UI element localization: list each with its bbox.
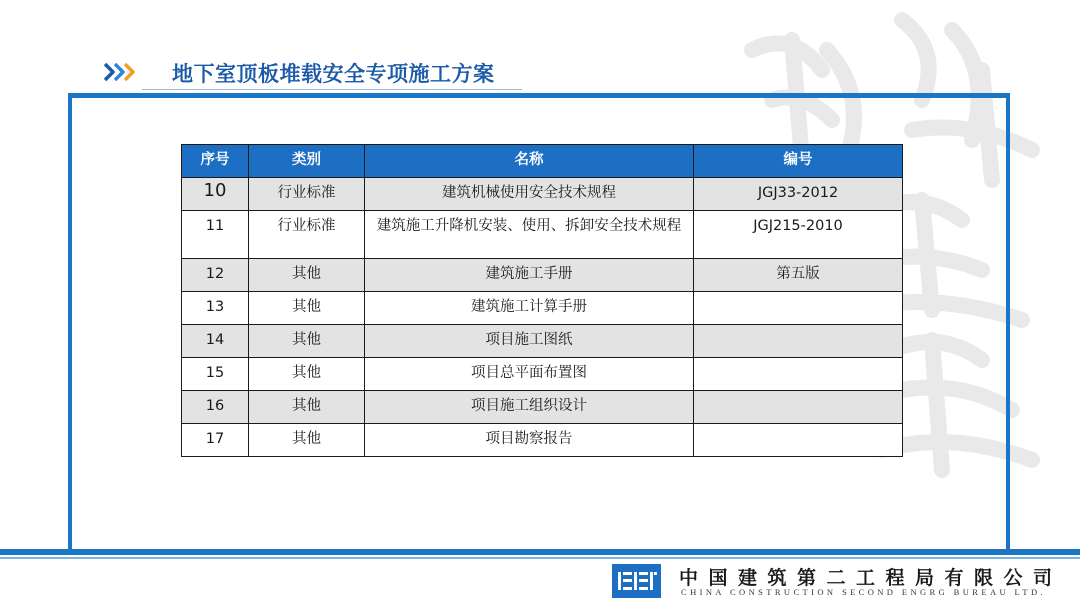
cell-category: 其他: [249, 259, 365, 292]
cscec-logo: [612, 564, 661, 598]
cell-name: 建筑施工手册: [365, 259, 694, 292]
cell-category: 其他: [249, 391, 365, 424]
cell-no: 10: [182, 178, 249, 211]
cell-name: 项目施工组织设计: [365, 391, 694, 424]
table-row: [182, 358, 903, 391]
cell-name: 建筑施工计算手册: [365, 292, 694, 325]
cell-code: [694, 292, 903, 325]
triple-chevron-right-icon: [103, 60, 139, 84]
cell-category: 其他: [249, 292, 365, 325]
cell-no: 11: [182, 211, 249, 259]
cell-no: 14: [182, 325, 249, 358]
cell-category: 其他: [249, 424, 365, 457]
footer-band: [0, 549, 1080, 555]
table-row: [182, 178, 903, 211]
table-row: [182, 259, 903, 292]
cell-no: 12: [182, 259, 249, 292]
cell-no: 16: [182, 391, 249, 424]
table-header-row: [182, 145, 903, 178]
cell-name: 项目施工图纸: [365, 325, 694, 358]
cell-code: [694, 391, 903, 424]
column-header-name: 名称: [365, 145, 694, 178]
cell-code: JGJ215-2010: [694, 211, 903, 259]
cell-name: 项目总平面布置图: [365, 358, 694, 391]
standards-table: [181, 144, 903, 457]
page-title: 地下室顶板堆载安全专项施工方案: [172, 62, 495, 86]
cell-code: [694, 325, 903, 358]
cell-name: 建筑机械使用安全技术规程: [365, 178, 694, 211]
table-row: [182, 424, 903, 457]
cell-code: [694, 358, 903, 391]
cell-name: 建筑施工升降机安装、使用、拆卸安全技术规程: [365, 211, 694, 259]
table-row: [182, 325, 903, 358]
cell-name: 项目勘察报告: [365, 424, 694, 457]
cell-code: [694, 424, 903, 457]
table-row: [182, 292, 903, 325]
column-header-no: 序号: [182, 145, 249, 178]
company-name-en: CHINA CONSTRUCTION SECOND ENGRG BUREAU LTD.: [681, 587, 1047, 597]
footer-band-thin: [0, 557, 1080, 559]
cell-category: 其他: [249, 358, 365, 391]
cell-category: 行业标准: [249, 211, 365, 259]
table-row: [182, 211, 903, 259]
cell-no: 17: [182, 424, 249, 457]
table-row: [182, 391, 903, 424]
cell-code: 第五版: [694, 259, 903, 292]
column-header-code: 编号: [694, 145, 903, 178]
cell-code: JGJ33-2012: [694, 178, 903, 211]
cell-no: 15: [182, 358, 249, 391]
cell-category: 其他: [249, 325, 365, 358]
cell-category: 行业标准: [249, 178, 365, 211]
cell-no: 13: [182, 292, 249, 325]
title-underline: [142, 89, 522, 90]
company-name-cn: 中国建筑第二工程局有限公司: [679, 567, 1063, 589]
column-header-category: 类别: [249, 145, 365, 178]
